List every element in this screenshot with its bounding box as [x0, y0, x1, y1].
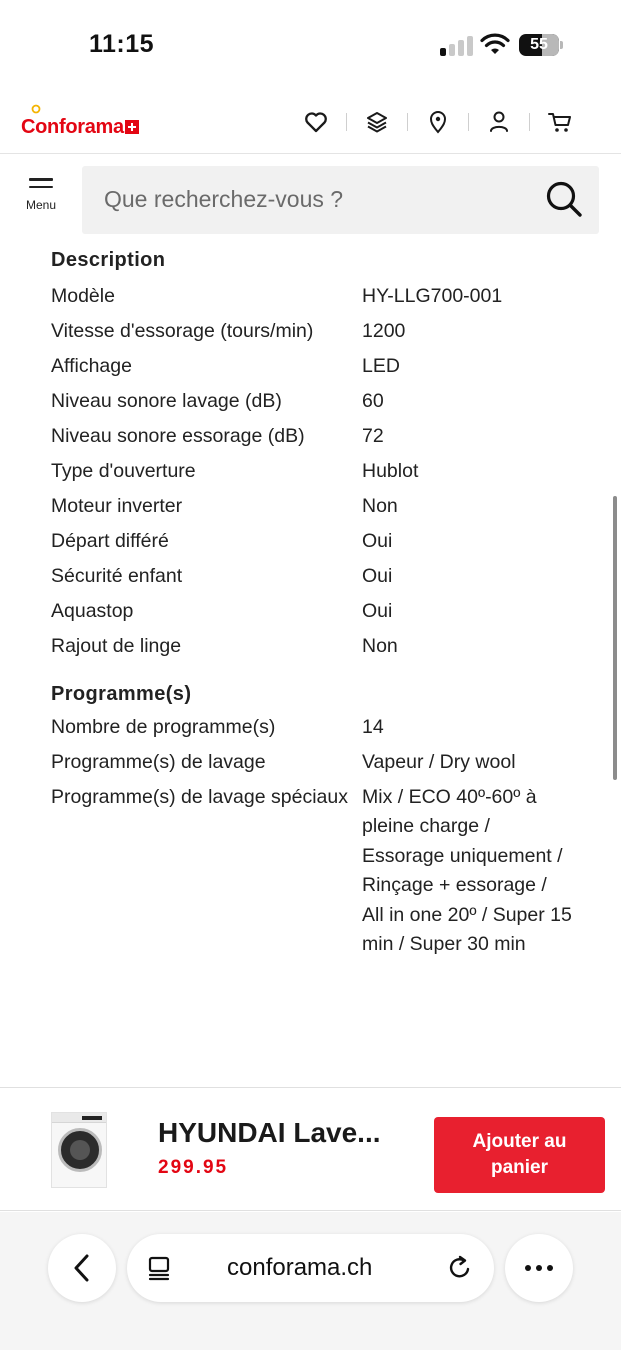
chevron-left-icon	[72, 1253, 92, 1283]
product-specifications	[51, 244, 581, 965]
spec-value: Hublot	[362, 460, 419, 482]
spec-row	[51, 352, 581, 382]
spec-row	[51, 713, 581, 743]
divider	[407, 113, 408, 131]
user-icon	[488, 110, 510, 134]
spec-label: Programme(s) de lavage spéciaux	[51, 785, 348, 808]
heart-icon	[304, 111, 328, 133]
spec-value: LED	[362, 355, 400, 377]
add-to-cart-button[interactable]: Ajouter au panier	[434, 1117, 605, 1193]
section-title-description: Description	[51, 249, 166, 271]
spec-label: Affichage	[51, 355, 132, 377]
spec-value: Oui	[362, 600, 393, 622]
wishlist-button[interactable]	[296, 102, 336, 142]
spec-value: Vapeur / Dry wool	[362, 750, 516, 773]
tabs-icon[interactable]	[147, 1255, 173, 1281]
spec-label: Programme(s) de lavage	[51, 750, 266, 773]
spec-label: Rajout de linge	[51, 635, 182, 657]
spec-value: Oui	[362, 530, 393, 552]
back-button[interactable]	[48, 1234, 116, 1302]
url-domain: conforama.ch	[227, 1254, 373, 1281]
cart-button[interactable]	[540, 102, 580, 142]
swiss-cross-icon	[125, 120, 139, 134]
spec-row	[51, 282, 581, 312]
conforama-logo[interactable]	[21, 108, 139, 138]
spec-label: Moteur inverter	[51, 495, 183, 517]
spec-label: Aquastop	[51, 600, 134, 622]
spec-row	[51, 562, 581, 592]
cart-icon	[547, 110, 573, 134]
spec-value: 60	[362, 390, 384, 412]
spec-label: Départ différé	[51, 530, 169, 552]
site-header	[0, 92, 621, 154]
spec-value: Mix / ECO 40º-60º à pleine charge / Essorage uniquement / Rinçage + essorage / All in one 20º / Super 15 min / Super 30 min	[362, 785, 572, 955]
programmes-table	[51, 713, 581, 960]
product-thumbnail[interactable]	[51, 1112, 107, 1188]
account-button[interactable]	[479, 102, 519, 142]
status-bar	[0, 0, 621, 92]
more-dots-icon	[525, 1265, 531, 1271]
spec-label: Modèle	[51, 285, 115, 307]
spec-row	[51, 457, 581, 487]
spec-value: 1200	[362, 320, 406, 342]
search-icon[interactable]	[545, 180, 583, 218]
more-options-button[interactable]	[505, 1234, 573, 1302]
search-placeholder: Que recherchez-vous ?	[104, 186, 344, 212]
spec-label: Type d'ouverture	[51, 460, 196, 482]
spec-label: Nombre de programme(s)	[51, 715, 276, 738]
spec-row	[51, 748, 581, 778]
spec-value: Oui	[362, 565, 393, 587]
menu-button[interactable]	[20, 178, 62, 224]
location-pin-icon	[427, 110, 449, 134]
address-bar[interactable]	[127, 1234, 494, 1302]
menu-label: Menu	[25, 198, 57, 212]
section-title-programmes: Programme(s)	[51, 682, 192, 705]
spec-row	[51, 317, 581, 347]
logo-mark-icon	[31, 104, 41, 114]
spec-label: Niveau sonore lavage (dB)	[51, 390, 282, 412]
spec-value: HY-LLG700-001	[362, 285, 503, 307]
browser-toolbar	[0, 1212, 621, 1350]
spec-label: Sécurité enfant	[51, 565, 183, 587]
product-name: HYUNDAI Lave...	[158, 1117, 381, 1148]
spec-value: 14	[362, 715, 384, 738]
spec-row	[51, 632, 581, 662]
description-table	[51, 282, 581, 662]
spec-row	[51, 783, 581, 960]
spec-label: Niveau sonore essorage (dB)	[51, 425, 305, 447]
spec-row	[51, 422, 581, 452]
store-locator-button[interactable]	[418, 102, 458, 142]
hamburger-icon	[20, 178, 62, 188]
divider	[529, 113, 530, 131]
spec-row	[51, 387, 581, 417]
reload-icon[interactable]	[446, 1254, 474, 1282]
spec-value: 72	[362, 425, 384, 447]
wifi-icon	[480, 32, 510, 56]
header-actions	[296, 102, 580, 142]
spec-row	[51, 527, 581, 557]
divider	[468, 113, 469, 131]
search-input[interactable]	[82, 166, 599, 234]
battery-level: 55	[530, 36, 548, 53]
cellular-signal-icon	[440, 36, 474, 56]
spec-label: Vitesse d'essorage (tours/min)	[51, 320, 314, 342]
compare-button[interactable]	[357, 102, 397, 142]
battery-icon	[519, 34, 563, 56]
spec-value: Non	[362, 635, 398, 657]
divider	[346, 113, 347, 131]
spec-row	[51, 597, 581, 627]
spec-row	[51, 492, 581, 522]
product-price: 299.95	[158, 1157, 229, 1178]
scrollbar[interactable]	[613, 496, 617, 780]
logo-text: Conforama	[21, 116, 124, 138]
spec-value: Non	[362, 495, 398, 517]
status-time: 11:15	[89, 30, 155, 58]
layers-icon	[365, 110, 389, 134]
